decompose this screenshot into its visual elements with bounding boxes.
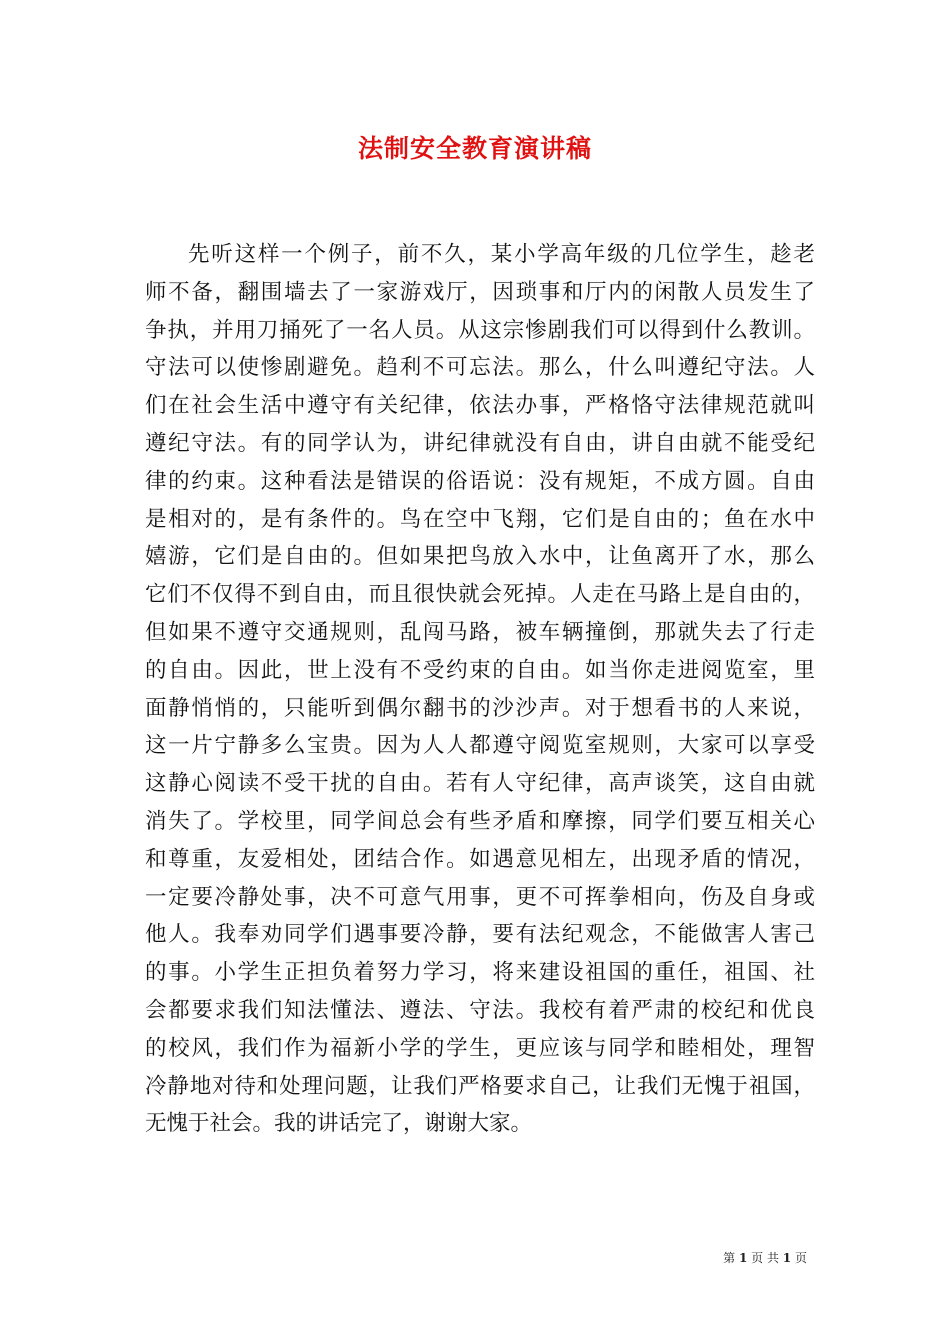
- body-line: 无愧于社会。我的讲话完了，谢谢大家。: [145, 1111, 533, 1137]
- body-line: 们在社会生活中遵守有关纪律，依法办事，严格恪守法律规范就叫: [145, 393, 815, 419]
- body-line: 这静心阅读不受干扰的自由。若有人守纪律，高声谈笑，这自由就: [145, 771, 815, 797]
- body-line: 会都要求我们知法懂法、遵法、守法。我校有着严肃的校纪和优良: [145, 997, 815, 1023]
- body-line: 面静悄悄的，只能听到偶尔翻书的沙沙声。对于想看书的人来说，: [145, 695, 815, 721]
- current-page-number: 1: [738, 1251, 748, 1265]
- page-number-footer: [723, 1249, 807, 1266]
- document-title: 法制安全教育演讲稿: [357, 134, 592, 163]
- body-line: 的校风，我们作为福新小学的学生，更应该与同学和睦相处，理智: [145, 1035, 815, 1061]
- body-line: 一定要冷静处事，决不可意气用事，更不可挥拳相向，伤及自身或: [145, 884, 815, 910]
- footer-prefix: 第: [723, 1251, 736, 1265]
- footer-middle: 页 共: [751, 1251, 779, 1265]
- footer-suffix: 页: [794, 1251, 807, 1265]
- speech-body: [145, 236, 815, 1143]
- body-line: 但如果不遵守交通规则，乱闯马路，被车辆撞倒，那就失去了行走: [145, 619, 815, 645]
- body-line: 先听这样一个例子，前不久，某小学高年级的几位学生，趁老: [188, 242, 815, 267]
- body-line: 守法可以使惨剧避免。趋利不可忘法。那么，什么叫遵纪守法。人: [145, 355, 815, 381]
- total-page-number: 1: [782, 1251, 792, 1265]
- body-line: 争执，并用刀捅死了一名人员。从这宗惨剧我们可以得到什么教训。: [145, 317, 815, 343]
- body-line: 师不备，翻围墙去了一家游戏厅，因琐事和厅内的闲散人员发生了: [145, 279, 815, 305]
- body-line: 遵纪守法。有的同学认为，讲纪律就没有自由，讲自由就不能受纪: [145, 430, 815, 456]
- body-line: 的事。小学生正担负着努力学习，将来建设祖国的重任，祖国、社: [145, 960, 815, 986]
- body-line: 冷静地对待和处理问题，让我们严格要求自己，让我们无愧于祖国，: [145, 1073, 815, 1099]
- body-line: 消失了。学校里，同学间总会有些矛盾和摩擦，同学们要互相关心: [145, 808, 815, 834]
- body-line: 他人。我奉劝同学们遇事要冷静，要有法纪观念，不能做害人害己: [145, 922, 815, 948]
- body-line: 嬉游，它们是自由的。但如果把鸟放入水中，让鱼离开了水，那么: [145, 544, 815, 570]
- body-line: 是相对的，是有条件的。鸟在空中飞翔，它们是自由的；鱼在水中: [145, 506, 815, 532]
- body-line: 的自由。因此，世上没有不受约束的自由。如当你走进阅览室，里: [145, 657, 815, 683]
- body-line: 这一片宁静多么宝贵。因为人人都遵守阅览室规则，大家可以享受: [145, 733, 815, 759]
- body-line: 它们不仅得不到自由，而且很快就会死掉。人走在马路上是自由的，: [145, 582, 815, 608]
- body-line: 和尊重，友爱相处，团结合作。如遇意见相左，出现矛盾的情况，: [145, 846, 815, 872]
- body-line: 律的约束。这种看法是错误的俗语说：没有规矩，不成方圆。自由: [145, 468, 815, 494]
